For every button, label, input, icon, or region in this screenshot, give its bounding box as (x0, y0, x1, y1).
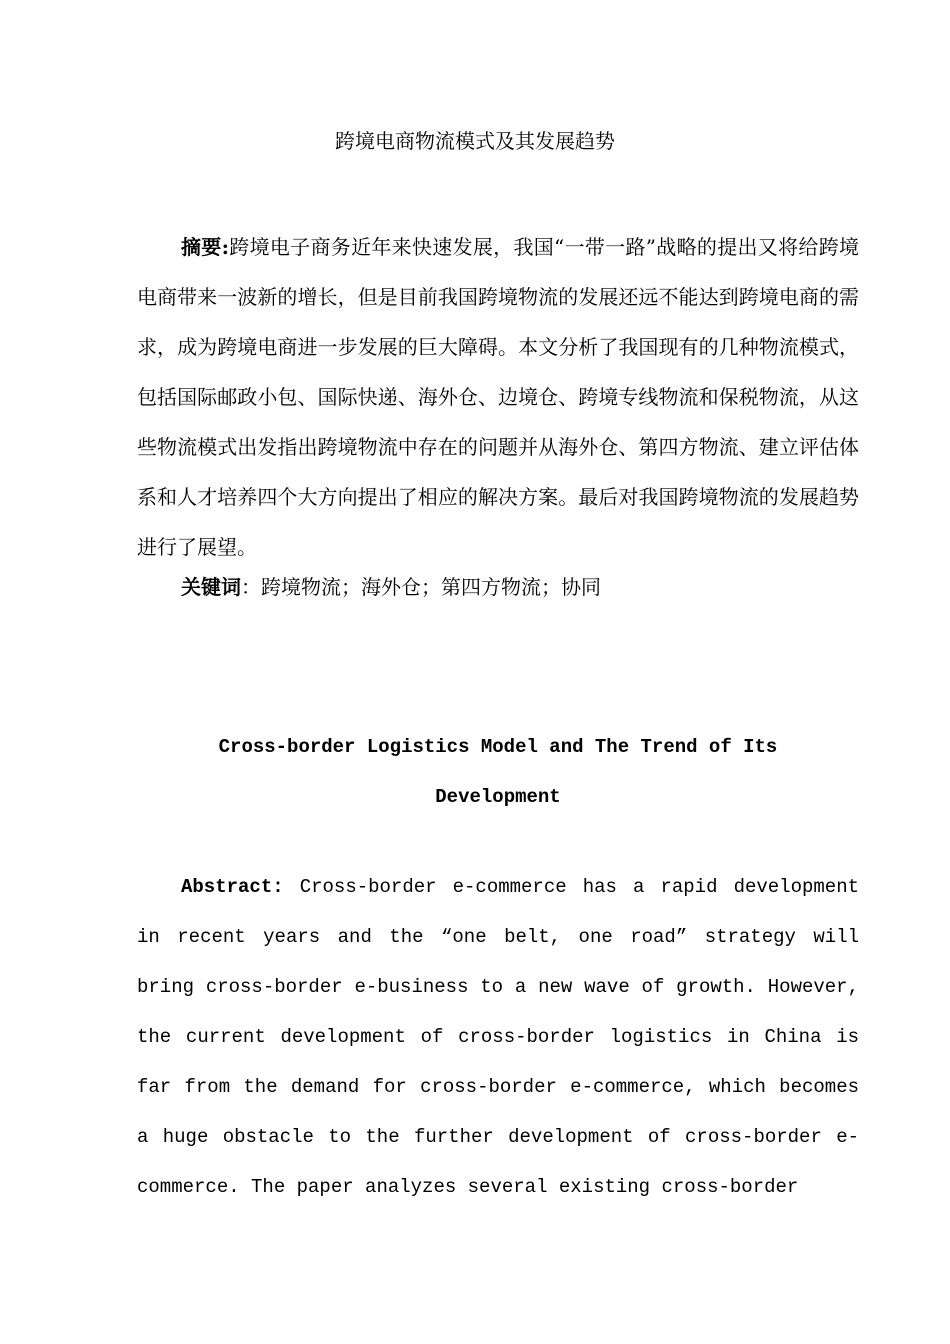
chinese-abstract-label: 摘要: (181, 235, 229, 259)
chinese-keywords-text: ：跨境物流；海外仓；第四方物流；协同 (241, 575, 601, 599)
chinese-abstract (137, 222, 859, 572)
english-abstract-text: Cross-border e-commerce has a rapid development in recent years and the “one belt, one road” strategy will bring cross-border e-business to a new wave of growth. However, the current development of cross-border logistics in China is far from the demand for cross-border e-commerce, which becomes a huge obstacle to the further development of cross-border e-commerce. The paper analyzes several existing cross-border (137, 876, 859, 1198)
chinese-title: 跨境电商物流模式及其发展趋势 (335, 129, 615, 153)
english-abstract (137, 862, 859, 1212)
english-title: Cross-border Logistics Model and The Trend of Its Development (218, 736, 778, 808)
english-abstract-label: Abstract: (181, 876, 284, 898)
chinese-keywords (181, 572, 861, 602)
chinese-keywords-label: 关键词 (181, 575, 241, 599)
chinese-abstract-text: 跨境电子商务近年来快速发展，我国“一带一路”战略的提出又将给跨境电商带来一波新的增长，但是目前我国跨境物流的发展还远不能达到跨境电商的需求，成为跨境电商进一步发展的巨大障碍。本文分析了我国现有的几种物流模式，包括国际邮政小包、国际快递、海外仓、边境仓、跨境专线物流和保税物流，从这些物流模式出发指出跨境物流中存在的问题并从海外仓、第四方物流、建立评估体系和人才培养四个大方向提出了相应的解决方案。最后对我国跨境物流的发展趋势进行了展望。 (137, 235, 859, 559)
